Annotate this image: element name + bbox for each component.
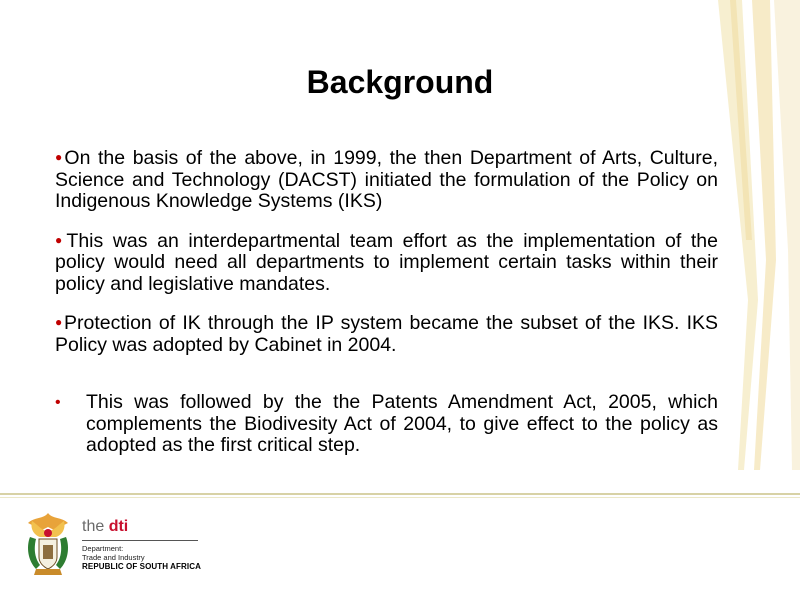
bullet-icon: ● [55, 315, 64, 329]
paragraph-text: This was an interdepartmental team effort as the implementation of the policy would need all departments to implement certain tasks within their policy and legislative mandates. [55, 229, 718, 295]
dept-line-2: Trade and Industry [82, 553, 145, 562]
bullet-paragraph-3 [55, 312, 718, 356]
bullet-icon: ● [55, 150, 65, 164]
bullet-paragraph-2 [55, 230, 718, 296]
dept-line-3: REPUBLIC OF SOUTH AFRICA [82, 562, 201, 571]
footer-divider [0, 493, 800, 495]
footer-divider-thin [0, 497, 800, 498]
paragraph-text: On the basis of the above, in 1999, the then Department of Arts, Culture, Science and Technology (DACST) initiated the formulation of the Policy on Indigenous Knowledge Systems (IKS) [55, 147, 718, 212]
logo-rule [82, 540, 198, 541]
bullet-paragraph-1 [55, 147, 718, 213]
paragraph-text: This was followed by the the Patents Amendment Act, 2005, which complements the Biodivesity Act of 2004, to give effect to the policy as adopted as the first critical step. [86, 391, 718, 456]
south-africa-coat-of-arms-icon [22, 511, 74, 579]
slide-content [55, 147, 718, 457]
dti-logo [82, 518, 201, 572]
bullet-icon: • [55, 394, 61, 411]
bullet-paragraph-4 [55, 392, 718, 457]
dti-wordmark: the dti [82, 518, 129, 535]
paragraph-text: Protection of IK through the IP system became the subset of the IKS. IKS Policy was adopted by Cabinet in 2004. [55, 312, 718, 356]
bullet-icon: ● [55, 232, 67, 247]
slide-title: Background [306, 64, 494, 100]
dept-line-1: Department: [82, 544, 124, 553]
